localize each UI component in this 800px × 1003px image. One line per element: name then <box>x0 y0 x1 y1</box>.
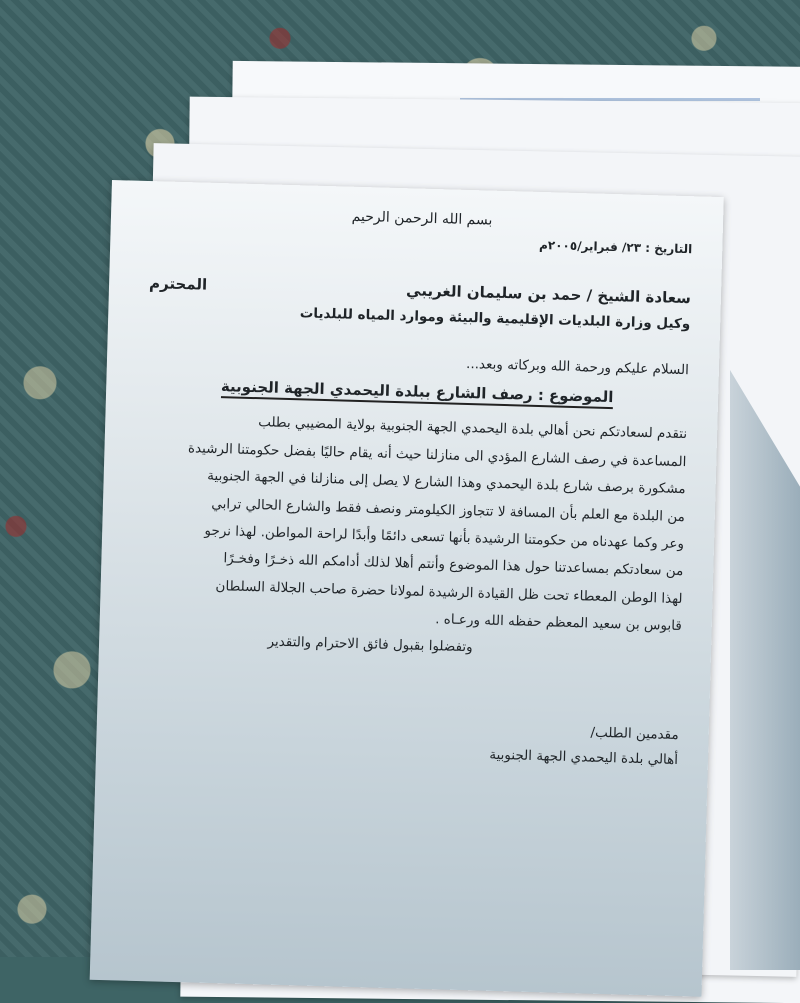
body-line: من سعادتكم بمساعدتنا حول هذا الموضوع وأنتم أهلا لذلك أدامكم الله ذخـرًا وفخـرًا <box>223 550 684 580</box>
body-line: مشكورة برصف شارع بلدة اليحمدي وهذا الشارع لا يصل إلى منازلنا في الجهة الجنوبية <box>207 467 686 498</box>
body-line: المساعدة في رصف الشارع المؤدي الى منازلنا حيث أنه يقام حاليًا بفضل حكومتنا الرشيدة <box>187 439 687 470</box>
body-line: من البلدة مع العلم بأن المسافة لا تتجاوز الكيلومتر ونصف فقط والشارع الحالي ترابي <box>211 495 686 525</box>
letter-date: التاريخ : ٢٣/ فبراير/٢٠٠٥م <box>538 238 693 257</box>
body-line: نتقدم لسعادتكم نحن أهالي بلدة اليحمدي الجهة الجنوبية بولاية المضيبي بطلب <box>257 414 688 443</box>
letter-body <box>140 406 688 640</box>
signature-label: مقدمين الطلب/ <box>590 724 679 743</box>
letter-page <box>90 180 724 997</box>
body-line: وعر وكما عهدناه من حكومتنا الرشيدة بأنها تسعى دائمًا وأبدًا لراحة المواطن. لهذا نرجو <box>204 522 685 553</box>
subject-text: الموضوع : رصف الشارع ببلدة اليحمدي الجهة الجنوبية <box>221 378 614 410</box>
greeting: السلام عليكم ورحمة الله وبركاته وبعد... <box>465 356 690 379</box>
closing-line: وتفضلوا بقبول فائق الاحترام والتقدير <box>267 633 473 655</box>
signature-name: أهالي بلدة اليحمدي الجهة الجنوبية <box>489 747 679 769</box>
back-sheet-header <box>460 86 760 101</box>
addressee-honorific: المحترم <box>148 273 208 294</box>
body-line: لهذا الوطن المعطاء تحت ظل القيادة الرشيدة لمولانا حضرة صاحب الجلالة السلطان <box>215 577 683 607</box>
letter-content <box>136 199 693 774</box>
body-line: قابوس بن سعيد المعظم حفظه الله ورعـاه . <box>434 611 682 635</box>
addressee-name: سعادة الشيخ / حمد بن سليمان الغريبي <box>405 281 692 307</box>
addressee-title: وكيل وزارة البلديات الإقليمية والبيئة وموارد المياه للبلديات <box>299 305 691 332</box>
basmala: بسم الله الرحمن الرحيم <box>351 208 493 229</box>
